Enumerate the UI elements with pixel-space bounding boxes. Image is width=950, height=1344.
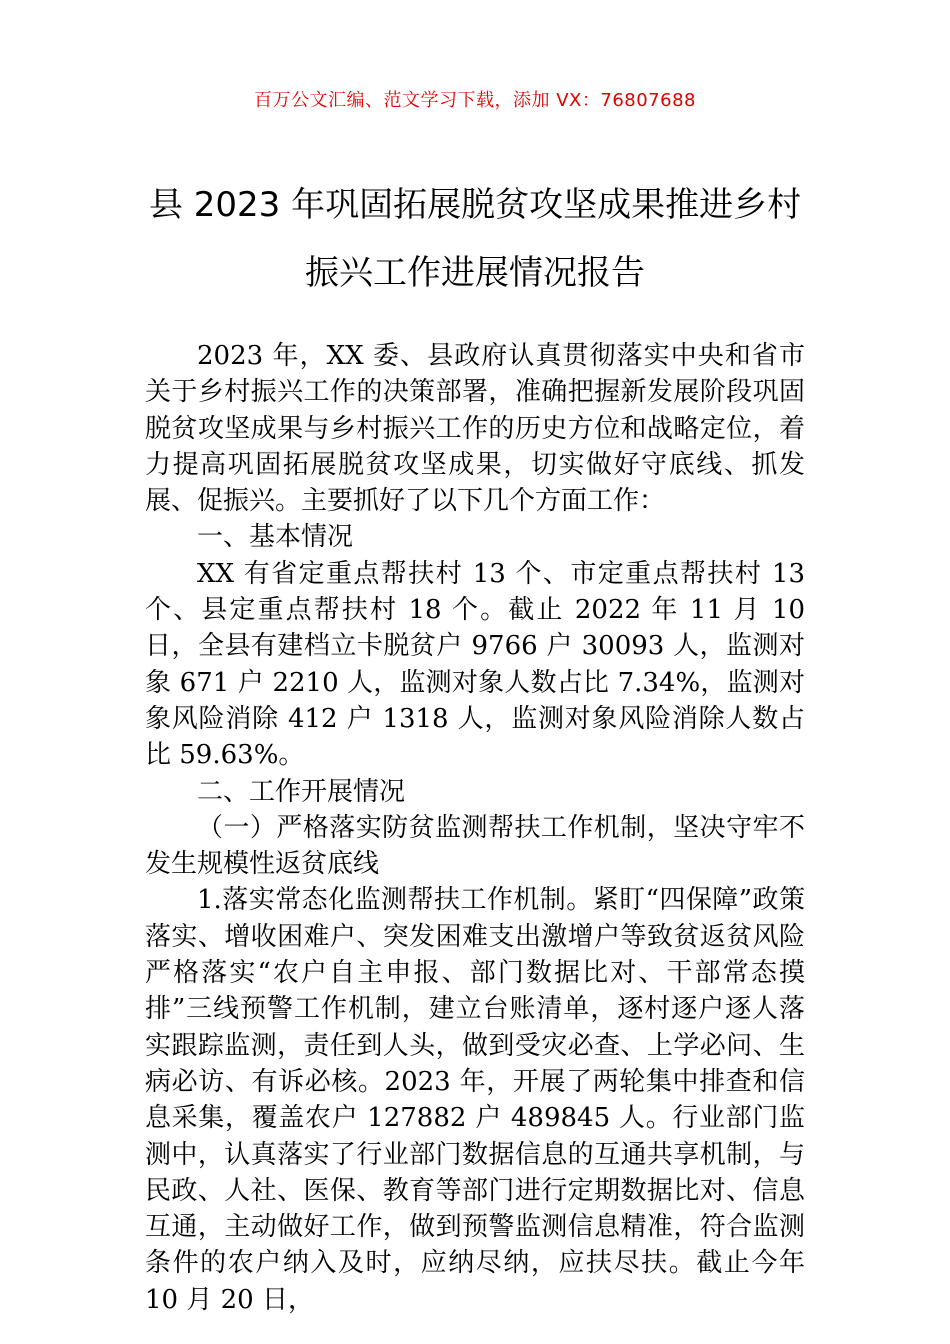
document-title-line-1: 县 2023 年巩固拓展脱贫攻坚成果推进乡村: [148, 185, 802, 225]
document-title-line-2: 振兴工作进展情况报告: [305, 253, 645, 293]
watermark-header: 百万公文汇编、范文学习下载，添加 VX：76807688: [254, 90, 696, 111]
subsection-heading-1: （一）严格落实防贫监测帮扶工作机制，坚决守牢不发生规模性返贫底线: [145, 812, 805, 880]
paragraph-basic-info: XX 有省定重点帮扶村 13 个、市定重点帮扶村 13 个、县定重点帮扶村 18 个。截止 2022 年 11 月 10 日，全县有建档立卡脱贫户 9766 户 30093 人，监测对象 671 户 2210 人，监测对象人数占比 7.34%，监测对象风险消除 412 户 1318 人，监测对象风险消除人数占比 59.63%。: [145, 558, 805, 771]
paragraph-monitoring-mechanism: 1.落实常态化监测帮扶工作机制。紧盯“四保障”政策落实、增收困难户、突发困难支出激增户等致贫返贫风险严格落实“农户自主申报、部门数据比对、干部常态摸排”三线预警工作机制，建立台账清单，逐村逐户逐人落实跟踪监测，责任到人头，做到受灾必查、上学必问、生病必访、有诉必核。2023 年，开展了两轮集中排查和信息采集，覆盖农户 127882 户 489845 人。行业部门监测中，认真落实了行业部门数据信息的互通共享机制，与民政、人社、医保、教育等部门进行定期数据比对、信息互通，主动做好工作，做到预警监测信息精准，符合监测条件的农户纳入及时，应纳尽纳，应扶尽扶。截止今年 10 月 20 日，: [145, 885, 805, 1315]
paragraph-intro: 2023 年，XX 委、县政府认真贯彻落实中央和省市关于乡村振兴工作的决策部署，准确把握新发展阶段巩固脱贫攻坚成果与乡村振兴工作的历史方位和战略定位，着力提高巩固拓展脱贫攻坚成果，切实做好守底线、抓发展、促振兴。主要抓好了以下几个方面工作：: [145, 341, 805, 517]
section-heading-1: 一、基本情况: [197, 522, 354, 553]
document-body: [145, 338, 805, 1318]
section-heading-2: 二、工作开展情况: [197, 776, 406, 807]
